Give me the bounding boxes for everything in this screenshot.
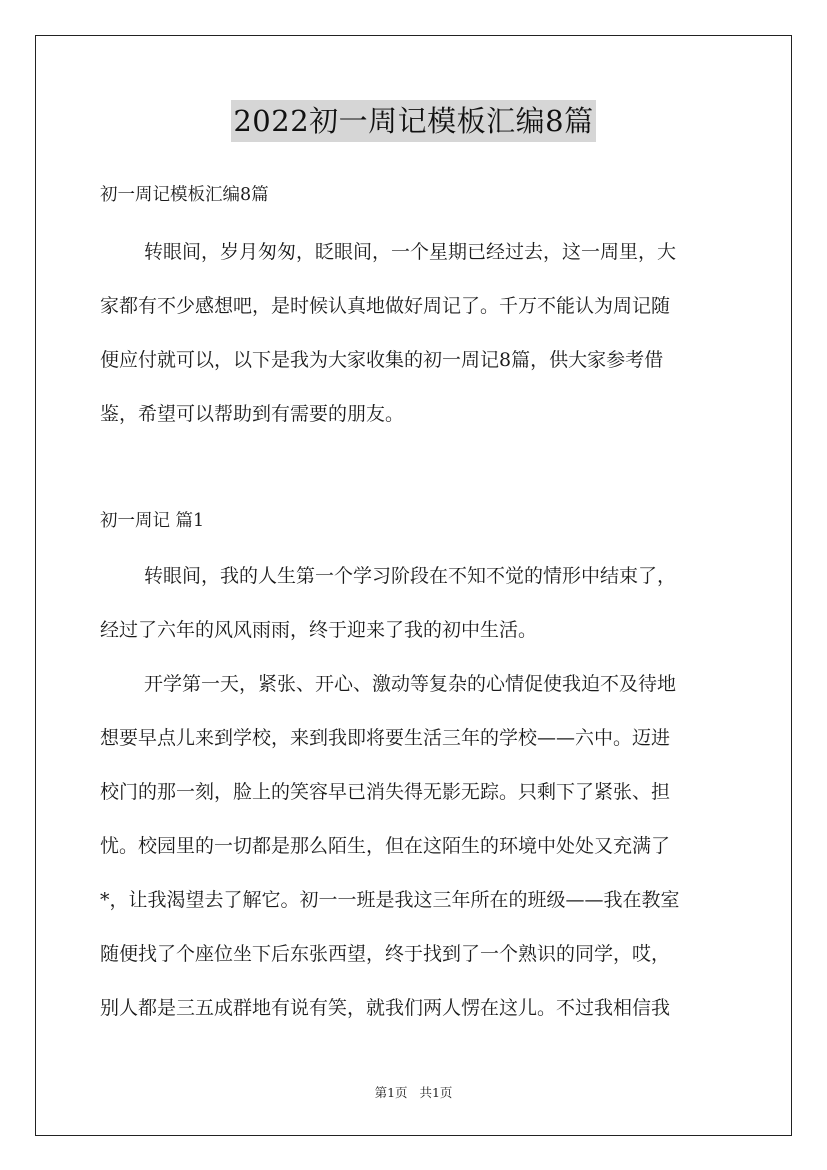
paragraph-line: 想要早点儿来到学校，来到我即将要生活三年的学校——六中。迈进 xyxy=(100,727,671,749)
intro-line: 鉴，希望可以帮助到有需要的朋友。 xyxy=(100,403,405,425)
paragraph-line: 转眼间，我的人生第一个学习阶段在不知不觉的情形中结束了， xyxy=(144,565,677,587)
document-title: 2022初一周记模板汇编8篇 xyxy=(231,100,595,142)
document-subtitle: 初一周记模板汇编8篇 xyxy=(100,185,269,205)
paragraph-line: 经过了六年的风风雨雨，终于迎来了我的初中生活。 xyxy=(100,619,538,641)
paragraph-line: 随便找了个座位坐下后东张西望，终于找到了一个熟识的同学，哎， xyxy=(100,943,671,965)
section-heading: 初一周记 篇1 xyxy=(100,511,205,531)
intro-line: 转眼间，岁月匆匆，眨眼间，一个星期已经过去，这一周里，大 xyxy=(144,241,677,263)
intro-line: 便应付就可以，以下是我为大家收集的初一周记8篇，供大家参考借 xyxy=(100,349,664,371)
paragraph-line: 开学第一天，紧张、开心、激动等复杂的心情促使我迫不及待地 xyxy=(144,673,677,695)
paragraph-line: 别人都是三五成群地有说有笑，就我们两人愣在这儿。不过我相信我 xyxy=(100,997,671,1019)
paragraph-line: 校门的那一刻，脸上的笑容早已消失得无影无踪。只剩下了紧张、担 xyxy=(100,781,671,803)
paragraph-line: *，让我渴望去了解它。初一一班是我这三年所在的班级——我在教室 xyxy=(100,889,680,911)
paragraph-line: 忧。校园里的一切都是那么陌生，但在这陌生的环境中处处又充满了 xyxy=(100,835,671,857)
page-footer: 第1页 共1页 xyxy=(374,1085,453,1100)
title-block xyxy=(0,100,827,142)
intro-line: 家都有不少感想吧，是时候认真地做好周记了。千万不能认为周记随 xyxy=(100,295,671,317)
